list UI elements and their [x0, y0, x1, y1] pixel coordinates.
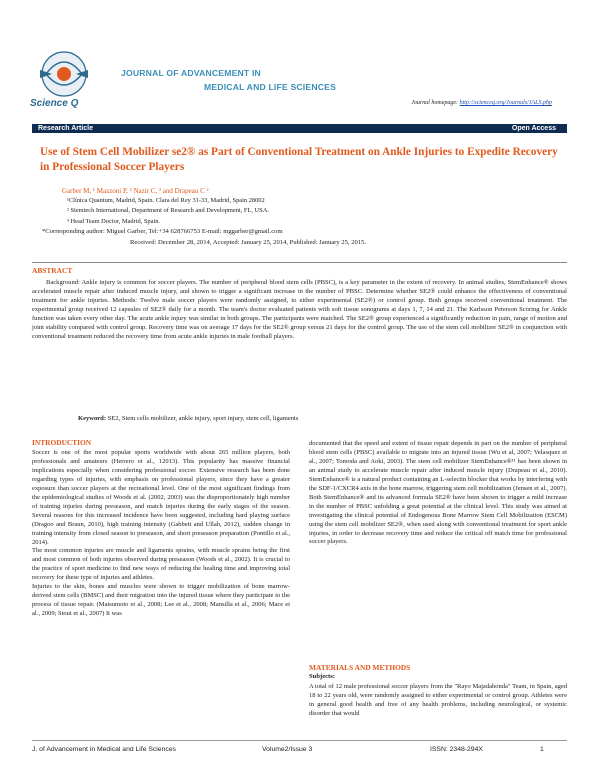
- header-divider: [32, 262, 567, 263]
- subjects-label: Subjects:: [309, 673, 336, 680]
- affiliation-2: ² Stemtech International, Department of Research and Development, FL, USA.: [67, 207, 269, 214]
- keywords-label: Keyword:: [78, 415, 107, 422]
- abstract-text: Background: Ankle injury is common for soccer players. The number of peripheral blood stem cells (PBSC), is a key parameter in the extent of recovery. In animal studies, StemEnhance® shows accelerated muscle repair after induced muscle injury, and shown to trigger a significant increase in the number of PBSC. Determine whether SE2® could enhance the effectiveness of conventional treatment for ankle injuries. Methods: Twelve male soccer players were randomly assigned, to either experimental (SE2®) or control group. Both groups received conventional treatment. The experimental group received 12 capsules of SE2® daily for a month. The team's doctor evaluated patients with soft tissue sonograms at days 1, 7, 14 and 21. The Karlsson Peterson Scoring for Ankle function was taken every other day. The acute ankle injury was similar in both groups. The participants were matched. The SE2® group experienced a significantly reduction in pain, range of motion and joint stability compared with control group. Recovery time was on average 17 days for the SE2® group versus 21 days for the control group. The use of the stem cell mobilizer SE2® in conjunction with conventional treatment reduced the recovery time from acute ankle injuries in male football players.: [32, 279, 567, 341]
- methods-heading: MATERIALS AND METHODS: [309, 663, 411, 672]
- research-article-label: Research Article: [38, 125, 93, 132]
- keywords-list: SE2, Stem cells mobilizer, ankle injury, sport injury, stem cell, ligaments: [106, 415, 299, 422]
- author-list: Garber M, ¹ Mazzoni P, ² Nazir C, ³ and Drapeau C ²: [62, 187, 209, 195]
- affiliation-1: ¹Clínica Quantum, Madrid, Spain. Clara del Rey 31-33, Madrid, Spain 28002: [67, 197, 265, 204]
- logo-text: Science Q: [30, 98, 79, 109]
- abstract-heading: ABSTRACT: [32, 266, 73, 275]
- keywords: [32, 414, 567, 423]
- article-dates: Received: December 28, 2014, Accepted: January 25, 2014, Published: January 25, 2015.: [130, 239, 367, 246]
- homepage-link[interactable]: http://scienceq.org/Journals/JALS.php: [459, 100, 552, 106]
- footer-issn: ISSN: 2348-294X: [430, 746, 483, 753]
- right-column: [309, 440, 567, 547]
- methods-paragraph: A total of 12 male professional soccer players from the "Rayo Majadahonda" Team, in Spain, aged 18 to 22 years old, were randomly assigned to either experimental or control group. Athletes were in general good health and free of any health problems, including neurological, or systemic disorder that would: [309, 683, 567, 717]
- open-access-label: Open Access: [511, 125, 556, 132]
- intro-paragraph-4: documented that the speed and extent of tissue repair depends in part on the number of peripheral blood stem cells (PBSC) available to migrate into an injured tissue (Wu et al, 2007; Velasquez et al., 2007; Tomoda and Aoki, 2003). The stem cell mobilizer StemEnhance®¹¹ has been shown in an animal study to accelerate muscle repair after induced muscle injury (Drapeau et al., 2010). StemEnhance® is a natural product containing an L-selectin blocker that works by interfering with the SDF-1/CXCR4 axis in the bone marrow, triggering stem cell mobilization (Jensen et al., 2007). Both StemEnhance® and its advanced formula SE2® have been shown to trigger a mild increase in the number of PBSC unfolding a great potential at the clinical level. This study was aimed at investigating the clinical potential of Endogenous Bone Marrow Stem Cell Mobilization (ESCM) using the stem cell mobilizer SE2®, when used along with conventional treatment for sport ankle injuries, in order to decrease recovery time and reduce the critical off match time for professional soccer players.: [309, 440, 567, 546]
- intro-paragraph-1: Soccer is one of the most popular sports worldwide with about 265 million players, both professionals and amateurs (Herrero et al., 12013). This popularity has massive financial implications especially when considering professional soccer. Extensive research has been done regarding types of injuries, with emphasis on professional players, since they have a greater exposure than soccer players at the recreational level. One of the most significant findings from the epidemiological studies of Woods et al. (2002, 2003) was the disproportionately high number of training injuries during preseason, and match injuries during the early stages of the season. Several reasons for this increased incidence have been suggested, including hard playing surface (Dragoo and Braun, 2010), high training intensity (Gabbett and Ullah, 2012), sudden change in training intensity from closed season to preseason, and short preseason preparation (Pontillo et al., 2014).: [32, 449, 290, 546]
- footer-divider: [32, 740, 567, 741]
- paper-title: Use of Stem Cell Mobilizer se2® as Part of Conventional Treatment on Ankle Injuries to Expedite Recovery in Professional Soccer Players: [40, 146, 558, 173]
- introduction-heading: INTRODUCTION: [32, 438, 92, 447]
- intro-paragraph-2: The most common injuries are muscle and ligaments sprains, with muscle sprains being the first and most common of both injuries observed during preseason (Woods et al., 2002). It is crucial to the practice of sport medicine to find new ways of reducing the healing time and improving total recovery for these type of injuries and athletes.: [32, 547, 290, 582]
- left-column: [32, 449, 290, 619]
- intro-paragraph-3: Injuries to the skin, bones and muscles were shown to trigger mobilization of bone marrow-derived stem cells (BMSC) and their migration into the injured tissue where they participate to the process of tissue repair. (Matsumoto et al., 2008; Lee et al., 2008; Mansilla et al., 2006; Mace et al., 2009; Stout et al., 2007) It was: [32, 583, 290, 618]
- affiliation-3: ³ Head Team Doctor, Madrid, Spain.: [67, 218, 161, 225]
- footer-journal: J. of Advancement in Medical and Life Sciences: [32, 746, 176, 753]
- journal-homepage: [411, 100, 552, 106]
- journal-title-line1: JOURNAL OF ADVANCEMENT IN: [121, 68, 261, 78]
- journal-title-line2: MEDICAL AND LIFE SCIENCES: [204, 82, 337, 92]
- corresponding-author: *Corresponding author: Miguel Garber, Tel:+34 628766753 E-mail: mggarber@gmail.com: [42, 228, 283, 235]
- page-number: 1: [540, 746, 544, 753]
- footer-volume: Volume2/Issue 3: [262, 746, 313, 753]
- homepage-label: Journal homepage:: [411, 100, 459, 106]
- article-type-band: [32, 124, 567, 133]
